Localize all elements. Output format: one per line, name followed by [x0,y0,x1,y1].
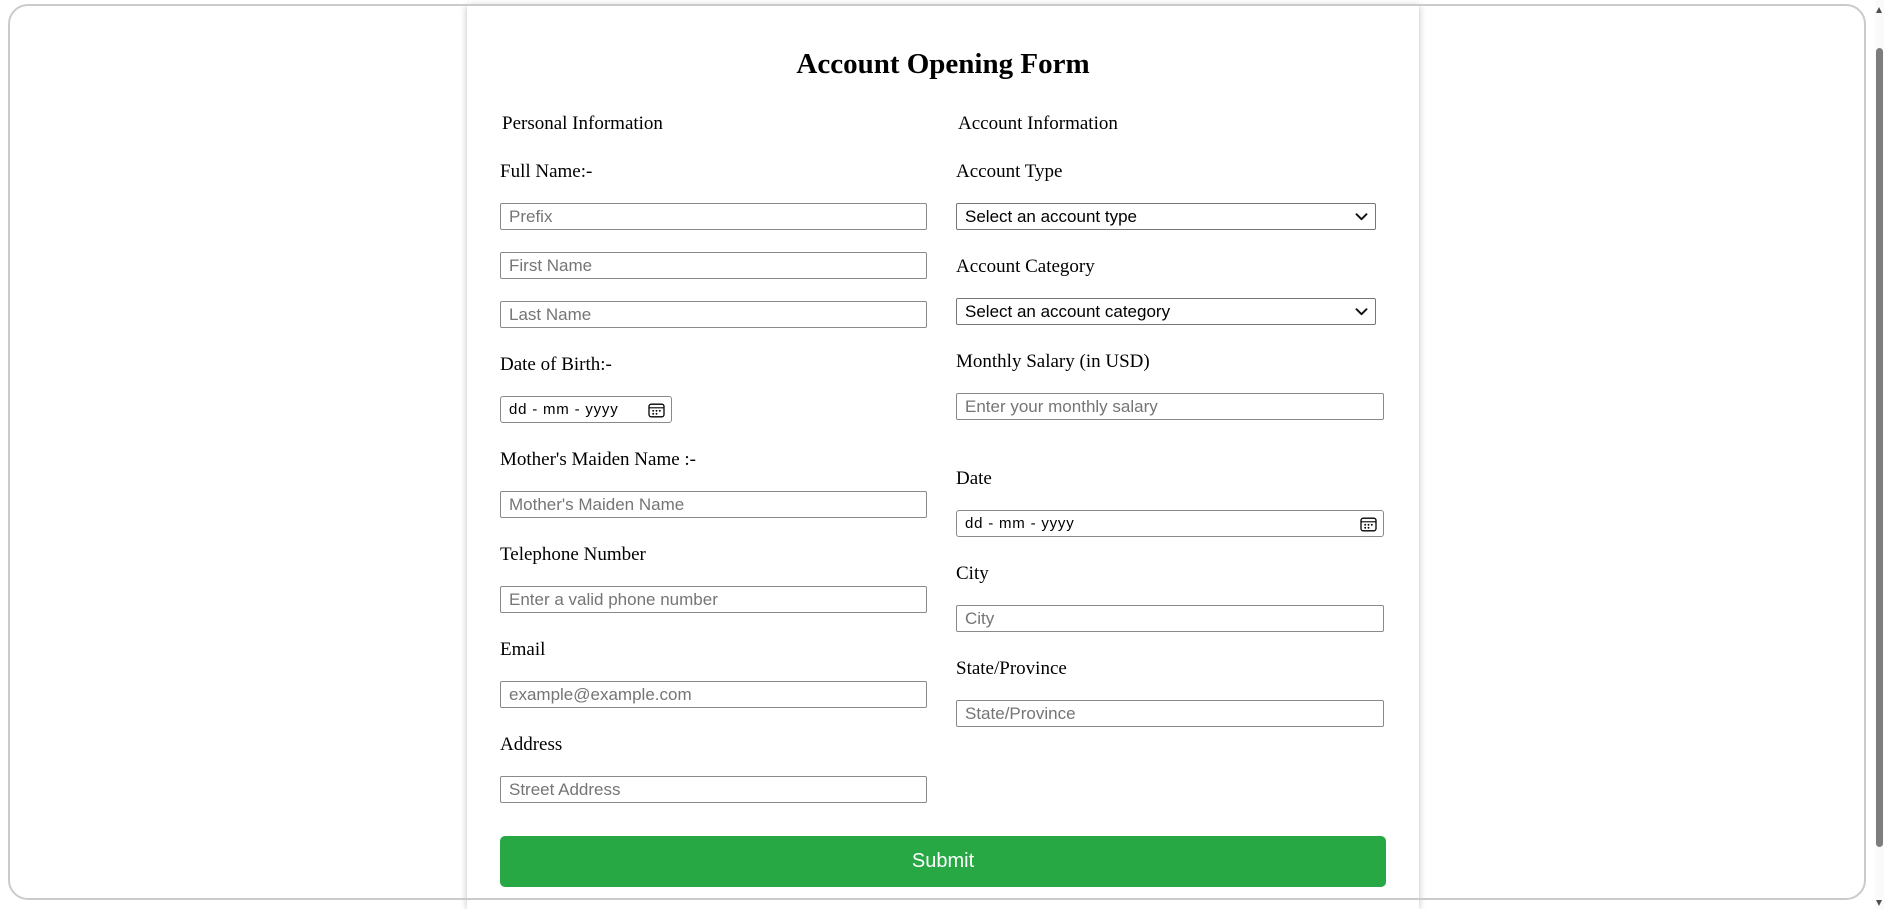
account-category-label: Account Category [956,256,1095,277]
account-type-select[interactable] [956,203,1376,230]
account-information-section [956,112,1384,803]
account-opening-form [467,6,1419,909]
chevron-down-icon [1355,308,1368,316]
monthly-salary-label: Monthly Salary (in USD) [956,351,1150,372]
city-input[interactable] [956,605,1384,632]
prefix-input[interactable] [500,203,927,230]
submit-button[interactable]: Submit [500,836,1386,887]
chevron-down-icon [1355,213,1368,221]
account-type-label: Account Type [956,161,1063,182]
first-name-input[interactable] [500,252,927,279]
email-label: Email [500,639,546,660]
calendar-icon[interactable] [648,402,665,418]
scrollbar-thumb[interactable] [1876,48,1883,847]
scrollbar[interactable] [1875,0,1884,909]
account-category-select[interactable] [956,298,1376,325]
page-title: Account Opening Form [796,48,1090,80]
street-address-input[interactable] [500,776,927,803]
mothers-maiden-name-input[interactable] [500,491,927,518]
last-name-input[interactable] [500,301,927,328]
telephone-number-label: Telephone Number [500,544,646,565]
full-name-inputs [500,203,927,328]
date-label: Date [956,468,992,489]
personal-information-section [500,112,927,803]
date-input[interactable] [956,510,1384,537]
telephone-number-input[interactable] [500,586,927,613]
scroll-down-arrow-icon[interactable] [1876,900,1882,906]
email-input[interactable] [500,681,927,708]
submit-row [500,836,1386,887]
state-province-label: State/Province [956,658,1067,679]
city-label: City [956,563,989,584]
full-name-label: Full Name:- [500,161,593,182]
personal-information-header: Personal Information [502,113,663,134]
date-of-birth-label: Date of Birth:- [500,354,612,375]
monthly-salary-input[interactable] [956,393,1384,420]
state-province-input[interactable] [956,700,1384,727]
address-label: Address [500,734,563,755]
mothers-maiden-name-label: Mother's Maiden Name :- [500,449,697,470]
date-value: dd - mm - yyyy [965,515,1075,532]
account-type-selected-value: Select an account type [965,206,1138,226]
scroll-up-arrow-icon[interactable] [1876,7,1882,13]
account-information-header: Account Information [958,113,1118,134]
date-of-birth-value: dd - mm - yyyy [509,401,619,418]
calendar-icon[interactable] [1360,516,1377,532]
account-category-selected-value: Select an account category [965,301,1171,321]
form-columns [500,112,1386,803]
date-of-birth-input[interactable] [500,396,672,423]
